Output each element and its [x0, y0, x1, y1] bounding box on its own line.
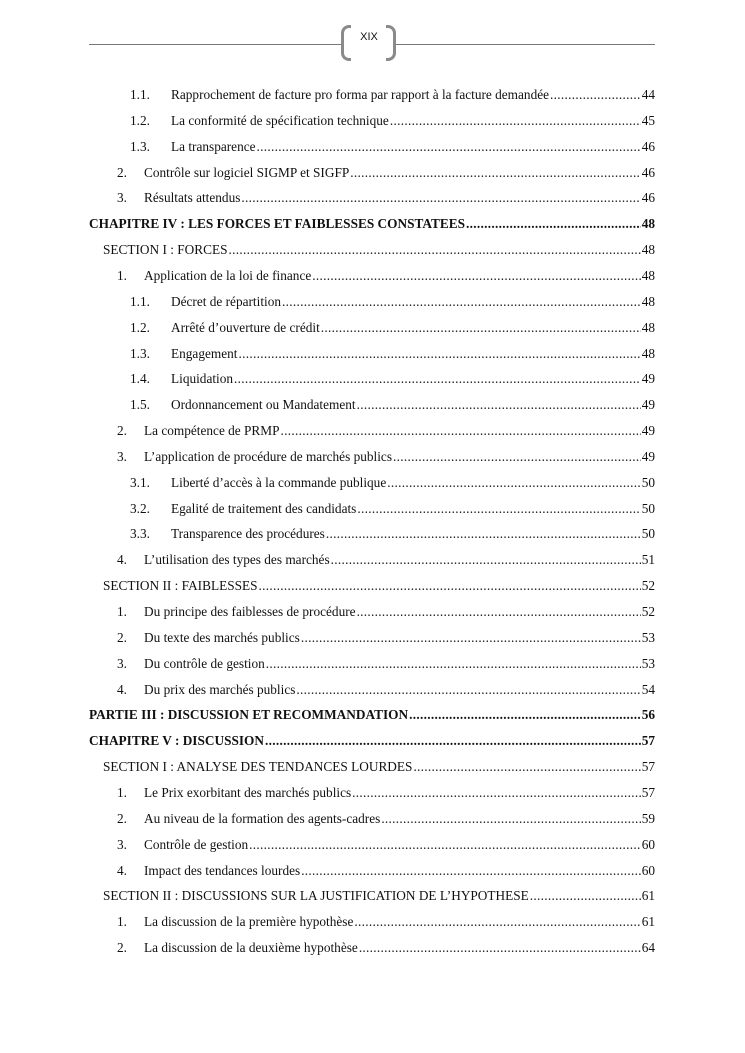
- toc-entry[interactable]: [130, 345, 655, 366]
- toc-entry-page: 50: [641, 500, 655, 516]
- dot-leader: [281, 423, 641, 439]
- toc-entry-number: 2.: [117, 629, 127, 645]
- toc-entry[interactable]: [130, 87, 655, 107]
- toc-entry-page: 54: [641, 681, 655, 697]
- dot-leader: [413, 759, 640, 775]
- toc-entry-page: 59: [641, 810, 655, 826]
- header-rule-right: [396, 44, 655, 45]
- toc-entry-title: CHAPITRE V : DISCUSSION: [89, 733, 264, 749]
- dot-leader: [354, 914, 640, 930]
- toc-entry[interactable]: [117, 267, 655, 288]
- toc-entry-title: Rapprochement de facture pro forma par rapport à la facture demandée: [171, 87, 550, 102]
- dot-leader: [296, 682, 640, 698]
- toc-entry-title: Résultats attendus: [144, 190, 241, 206]
- toc-entry-title: La compétence de PRMP: [144, 423, 280, 439]
- toc-entry-page: 46: [641, 138, 655, 154]
- toc-entry-title: Du principe des faiblesses de procédure: [144, 604, 356, 619]
- toc-entry[interactable]: [89, 216, 655, 236]
- toc-entry-title: Contrôle sur logiciel SIGMP et SIGFP: [144, 164, 350, 180]
- toc-entry-page: 60: [641, 862, 655, 878]
- toc-entry-title: SECTION II : DISCUSSIONS SUR LA JUSTIFICATION DE L’HYPOTHESE: [103, 888, 529, 904]
- toc-entry-page: 48: [641, 345, 655, 361]
- toc-entry-title: Du texte des marchés publics: [144, 629, 300, 645]
- toc-entry-title: SECTION I : FORCES: [103, 242, 228, 258]
- toc-entry-title: SECTION II : FAIBLESSES: [103, 578, 258, 594]
- dot-leader: [357, 397, 641, 413]
- toc-entry[interactable]: [130, 397, 655, 417]
- dot-leader: [352, 785, 641, 801]
- toc-entry-title: L’application de procédure de marchés publics: [144, 448, 392, 464]
- toc-entry-page: 57: [641, 784, 655, 800]
- bracket-right-icon: [386, 25, 396, 61]
- toc-entry-number: 1.: [117, 267, 127, 283]
- toc-entry-number: 3.2.: [130, 500, 150, 516]
- toc-entry-page: 50: [641, 474, 655, 490]
- toc-entry[interactable]: [117, 681, 655, 702]
- toc-entry-number: 1.4.: [130, 371, 150, 387]
- dot-leader: [282, 294, 641, 310]
- toc-entry-number: 3.1.: [130, 474, 150, 490]
- toc-entry-page: 50: [641, 526, 655, 542]
- toc-entry-title: Impact des tendances lourdes: [144, 862, 301, 878]
- toc-entry-number: 4.: [117, 552, 127, 568]
- toc-entry-number: 1.: [117, 914, 127, 930]
- toc-entry-page: 49: [641, 448, 655, 464]
- toc-entry-number: 4.: [117, 681, 127, 697]
- dot-leader: [381, 811, 640, 827]
- toc-entry-number: 3.: [117, 190, 127, 206]
- toc-entry-page: 52: [641, 578, 655, 594]
- toc-entry-number: 2.: [117, 164, 127, 180]
- toc-entry-number: 3.: [117, 836, 127, 852]
- toc-entry-number: 3.: [117, 448, 127, 464]
- dot-leader: [301, 863, 641, 879]
- dot-leader: [550, 87, 641, 103]
- toc-entry[interactable]: [117, 836, 655, 857]
- dot-leader: [259, 578, 641, 594]
- toc-entry[interactable]: [117, 190, 655, 210]
- toc-entry-title: La transparence: [171, 138, 256, 154]
- dot-leader: [234, 371, 641, 387]
- toc-entry-number: 1.3.: [130, 345, 150, 361]
- toc-entry-page: 52: [641, 604, 655, 619]
- dot-leader: [321, 320, 641, 336]
- dot-leader: [530, 888, 641, 904]
- dot-leader: [266, 656, 641, 672]
- toc-entry-number: 1.: [117, 604, 127, 619]
- toc-entry-page: 60: [641, 836, 655, 852]
- dot-leader: [466, 216, 641, 232]
- toc-entry-number: 2.: [117, 940, 127, 956]
- dot-leader: [357, 604, 641, 620]
- dot-leader: [326, 526, 641, 542]
- toc-entry[interactable]: [103, 759, 655, 779]
- toc-entry[interactable]: [130, 526, 655, 546]
- toc-entry-title: Ordonnancement ou Mandatement: [171, 397, 356, 413]
- toc-entry-number: 2.: [117, 423, 127, 439]
- toc-entry-page: 48: [641, 319, 655, 335]
- toc-entry-number: 1.2.: [130, 319, 150, 335]
- toc-entry-title: Contrôle de gestion: [144, 836, 249, 852]
- page-number: XIX: [360, 31, 378, 43]
- toc-entry[interactable]: [117, 629, 655, 650]
- toc-entry-number: 1.3.: [130, 138, 150, 154]
- toc-entry-page: 45: [641, 112, 655, 128]
- toc-entry[interactable]: [117, 552, 655, 572]
- toc-entry-title: La conformité de spécification technique: [171, 112, 389, 128]
- dot-leader: [357, 501, 640, 517]
- toc-entry[interactable]: [130, 319, 655, 340]
- toc-entry[interactable]: [117, 940, 655, 960]
- toc-entry-page: 46: [641, 164, 655, 180]
- toc-entry-title: Au niveau de la formation des agents-cadres: [144, 810, 381, 826]
- toc-entry[interactable]: [130, 293, 655, 314]
- toc-entry[interactable]: [117, 810, 655, 831]
- dot-leader: [331, 552, 641, 568]
- toc-entry[interactable]: [130, 371, 655, 391]
- toc-entry[interactable]: [103, 578, 655, 598]
- toc-entry-title: SECTION I : ANALYSE DES TENDANCES LOURDES: [103, 759, 413, 775]
- toc-entry-number: 1.: [117, 784, 127, 800]
- toc-entry-page: 48: [641, 293, 655, 309]
- toc-entry-title: L’utilisation des types des marchés: [144, 552, 330, 568]
- toc-entry-page: 61: [641, 888, 655, 904]
- toc-entry-page: 49: [641, 397, 655, 413]
- toc-entry-page: 48: [641, 216, 655, 232]
- toc-entry-title: Liquidation: [171, 371, 234, 387]
- toc-entry-page: 49: [641, 423, 655, 439]
- toc-entry-page: 51: [641, 552, 655, 568]
- dot-leader: [359, 940, 641, 956]
- toc-entry[interactable]: [130, 138, 655, 159]
- toc-entry[interactable]: [117, 423, 655, 443]
- toc-entry-title: La discussion de la deuxième hypothèse: [144, 940, 358, 956]
- toc-entry-page: 53: [641, 655, 655, 671]
- toc-entry[interactable]: [103, 242, 655, 262]
- toc-entry[interactable]: [117, 784, 655, 805]
- dot-leader: [393, 449, 641, 465]
- dot-leader: [257, 139, 641, 155]
- header-rule-left: [89, 44, 341, 45]
- toc-entry-page: 53: [641, 629, 655, 645]
- toc-entry-title: Du contrôle de gestion: [144, 655, 265, 671]
- toc-entry-page: 57: [641, 759, 655, 775]
- bracket-left-icon: [341, 25, 351, 61]
- toc-entry-title: Liberté d’accès à la commande publique: [171, 474, 387, 490]
- toc-entry[interactable]: [117, 914, 655, 934]
- toc-entry[interactable]: [117, 448, 655, 469]
- toc-entry[interactable]: [117, 862, 655, 883]
- toc-entry-page: 44: [641, 87, 655, 102]
- toc-entry-page: 57: [641, 733, 655, 749]
- toc-entry[interactable]: [130, 500, 655, 521]
- dot-leader: [409, 707, 641, 723]
- toc-entry-title: Transparence des procédures: [171, 526, 325, 542]
- toc-entry-number: 1.1.: [130, 293, 150, 309]
- toc-entry[interactable]: [117, 164, 655, 185]
- dot-leader: [387, 475, 640, 491]
- toc-entry-title: PARTIE III : DISCUSSION ET RECOMMANDATION: [89, 707, 409, 723]
- toc-entry-number: 3.3.: [130, 526, 150, 542]
- toc-entry[interactable]: [103, 888, 655, 908]
- toc-entry-title: Application de la loi de finance: [144, 267, 312, 283]
- toc-entry-page: 48: [641, 267, 655, 283]
- toc-entry-title: Décret de répartition: [171, 293, 282, 309]
- toc-entry[interactable]: [117, 604, 655, 624]
- toc-entry-title: La discussion de la première hypothèse: [144, 914, 354, 930]
- toc-entry-page: 49: [641, 371, 655, 387]
- dot-leader: [265, 733, 641, 749]
- dot-leader: [390, 113, 641, 129]
- dot-leader: [301, 630, 641, 646]
- toc-entry-page: 48: [641, 242, 655, 258]
- dot-leader: [249, 837, 641, 853]
- toc-entry[interactable]: [89, 733, 655, 753]
- toc-entry-page: 46: [641, 190, 655, 206]
- dot-leader: [312, 268, 640, 284]
- toc-entry[interactable]: [130, 474, 655, 495]
- dot-leader: [241, 190, 640, 206]
- toc-entry-title: Engagement: [171, 345, 238, 361]
- dot-leader: [238, 346, 640, 362]
- toc-entry[interactable]: [89, 707, 655, 727]
- toc-entry-page: 56: [641, 707, 655, 723]
- dot-leader: [350, 165, 640, 181]
- toc-entry-title: Arrêté d’ouverture de crédit: [171, 319, 320, 335]
- toc-entry[interactable]: [130, 112, 655, 133]
- toc-entry-number: 2.: [117, 810, 127, 826]
- toc-entry[interactable]: [117, 655, 655, 676]
- toc-entry-number: 1.1.: [130, 87, 150, 102]
- toc-entry-page: 64: [641, 940, 655, 956]
- toc-entry-title: Du prix des marchés publics: [144, 681, 296, 697]
- dot-leader: [229, 242, 641, 258]
- toc-entry-title: Le Prix exorbitant des marchés publics: [144, 784, 352, 800]
- toc-entry-title: CHAPITRE IV : LES FORCES ET FAIBLESSES CONSTATEES: [89, 216, 465, 232]
- toc-entry-number: 3.: [117, 655, 127, 671]
- toc-entry-number: 1.5.: [130, 397, 150, 413]
- toc-entry-title: Egalité de traitement des candidats: [171, 500, 357, 516]
- toc-entry-page: 61: [641, 914, 655, 930]
- toc-entry-number: 4.: [117, 862, 127, 878]
- toc-entry-number: 1.2.: [130, 112, 150, 128]
